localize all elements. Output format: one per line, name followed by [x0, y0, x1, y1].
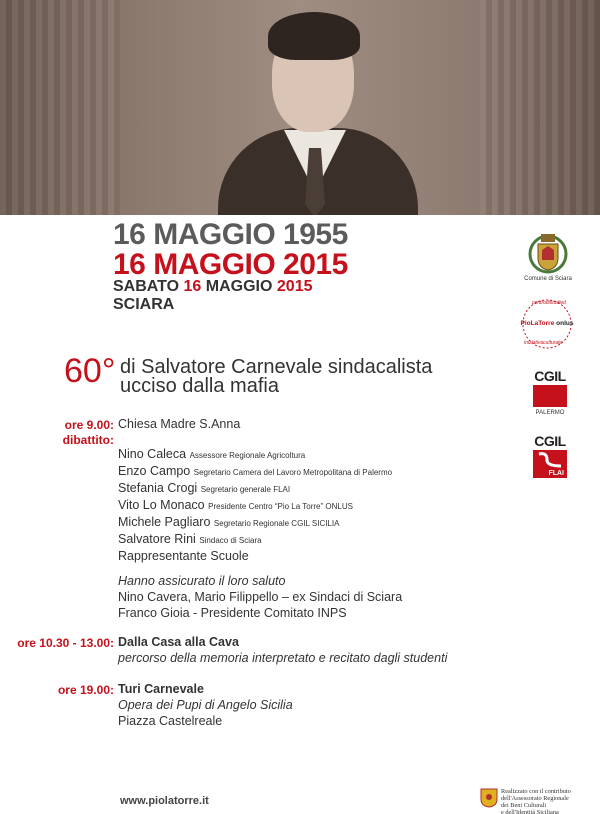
day-number: 16: [183, 278, 202, 295]
speaker-1: [118, 447, 305, 461]
event-1: Chiesa Madre S.Anna: [118, 417, 241, 431]
time-label-1: ore 9.00:: [64, 418, 114, 432]
title-line-1: di Salvatore Carnevale sindacalista: [120, 356, 433, 378]
title-line-2: ucciso dalla mafia: [120, 375, 279, 397]
day-prefix: SABATO: [113, 278, 180, 295]
anniversary-number: 60°: [64, 352, 116, 390]
credit-line-4: e dell'Identità Siciliana: [501, 809, 559, 814]
centro-bottom-text: iniziativaculturale: [524, 340, 563, 346]
regione-sicilia-emblem: [480, 788, 498, 808]
cgil-palermo-wordmark: CGIL: [534, 368, 566, 384]
website-link[interactable]: www.piolatorre.it: [120, 795, 209, 807]
credit-line-1: Realizzato con il contributo: [501, 788, 571, 795]
credit-note: [501, 788, 571, 814]
event-3-desc: Opera dei Pupi di Angelo Sicilia: [118, 698, 293, 712]
event-3-place: Piazza Castelreale: [118, 714, 223, 728]
speaker-role: Segretario generale FLAI: [200, 485, 291, 494]
centro-pio-la-torre-logo: [510, 296, 584, 352]
speaker-2: [118, 464, 392, 478]
speaker-name: Vito Lo Monaco: [118, 498, 205, 512]
speaker-role: Assessore Regionale Agricoltura: [189, 451, 306, 460]
event-2-title: Dalla Casa alla Cava: [118, 635, 239, 649]
flai-swoosh-icon: [533, 450, 567, 468]
cgil-palermo-sub: PALERMO: [535, 410, 565, 416]
credit-line-3: dei Beni Culturali: [501, 802, 547, 809]
time-label-2: ore 10.30 - 13.00:: [17, 636, 114, 650]
speaker-7: [118, 549, 249, 563]
curtain-right: [480, 0, 600, 215]
day-year: 2015: [276, 278, 313, 295]
credit-line-2: dell'Assessorato Regionale: [501, 795, 569, 802]
centro-top-text: centrodistudied: [532, 300, 566, 306]
debate-label: dibattito:: [62, 433, 114, 447]
cgil-red-block: [533, 385, 567, 407]
cgil-flai-wordmark: CGIL: [534, 433, 566, 449]
speaker-name: Rappresentante Scuole: [118, 549, 249, 563]
speaker-4: [118, 498, 353, 512]
greeting-line-1: Nino Cavera, Mario Filippello – ex Sindaci di Sciara: [118, 590, 403, 604]
speaker-name: Enzo Campo: [118, 464, 191, 478]
event-day: [113, 278, 313, 296]
cgil-palermo-logo: [531, 368, 569, 420]
event-place: SCIARA: [113, 296, 175, 313]
speaker-5: [118, 515, 339, 529]
greeting-line-2: Franco Gioia - Presidente Comitato INPS: [118, 606, 347, 620]
portrait-hair: [268, 12, 360, 60]
speaker-role: Sindaco di Sciara: [199, 536, 262, 545]
cgil-flai-logo: [531, 433, 569, 481]
speaker-name: Stefania Crogi: [118, 481, 198, 495]
speaker-role: Segretario Regionale CGIL SICILIA: [213, 519, 340, 528]
centro-onlus-text: onlus: [556, 320, 574, 327]
crest-icon: [526, 230, 570, 274]
time-label-3: ore 19.00:: [57, 683, 114, 697]
date-past: 16 MAGGIO 1955: [113, 218, 348, 251]
speaker-name: Salvatore Rini: [118, 532, 196, 546]
curtain-left: [0, 0, 120, 215]
comune-label: Comune di Sciara: [524, 276, 572, 282]
speaker-3: [118, 481, 290, 495]
greeting-intro: Hanno assicurato il loro saluto: [118, 574, 286, 588]
flai-sub: FLAI: [548, 470, 564, 477]
speaker-name: Nino Caleca: [118, 447, 187, 461]
speaker-6: [118, 532, 262, 546]
date-now: 16 MAGGIO 2015: [113, 248, 348, 281]
trinacria-icon: [480, 788, 498, 808]
speaker-role: Presidente Centro “Pio La Torre” ONLUS: [208, 502, 353, 511]
centro-mid-text: PioLaTorre: [520, 320, 555, 327]
speaker-name: Michele Pagliaro: [118, 515, 211, 529]
speaker-role: Segretario Camera del Lavoro Metropolitana di Palermo: [193, 468, 393, 477]
day-month: MAGGIO: [205, 278, 273, 295]
event-2-desc: percorso della memoria interpretato e recitato dagli studenti: [118, 651, 448, 665]
centro-name: [510, 320, 584, 327]
anniversary-title: [120, 358, 432, 396]
portrait-photo: [0, 0, 600, 215]
comune-crest: [526, 230, 570, 282]
event-3-title: Turi Carnevale: [118, 682, 204, 696]
flai-red-block: [533, 450, 567, 478]
